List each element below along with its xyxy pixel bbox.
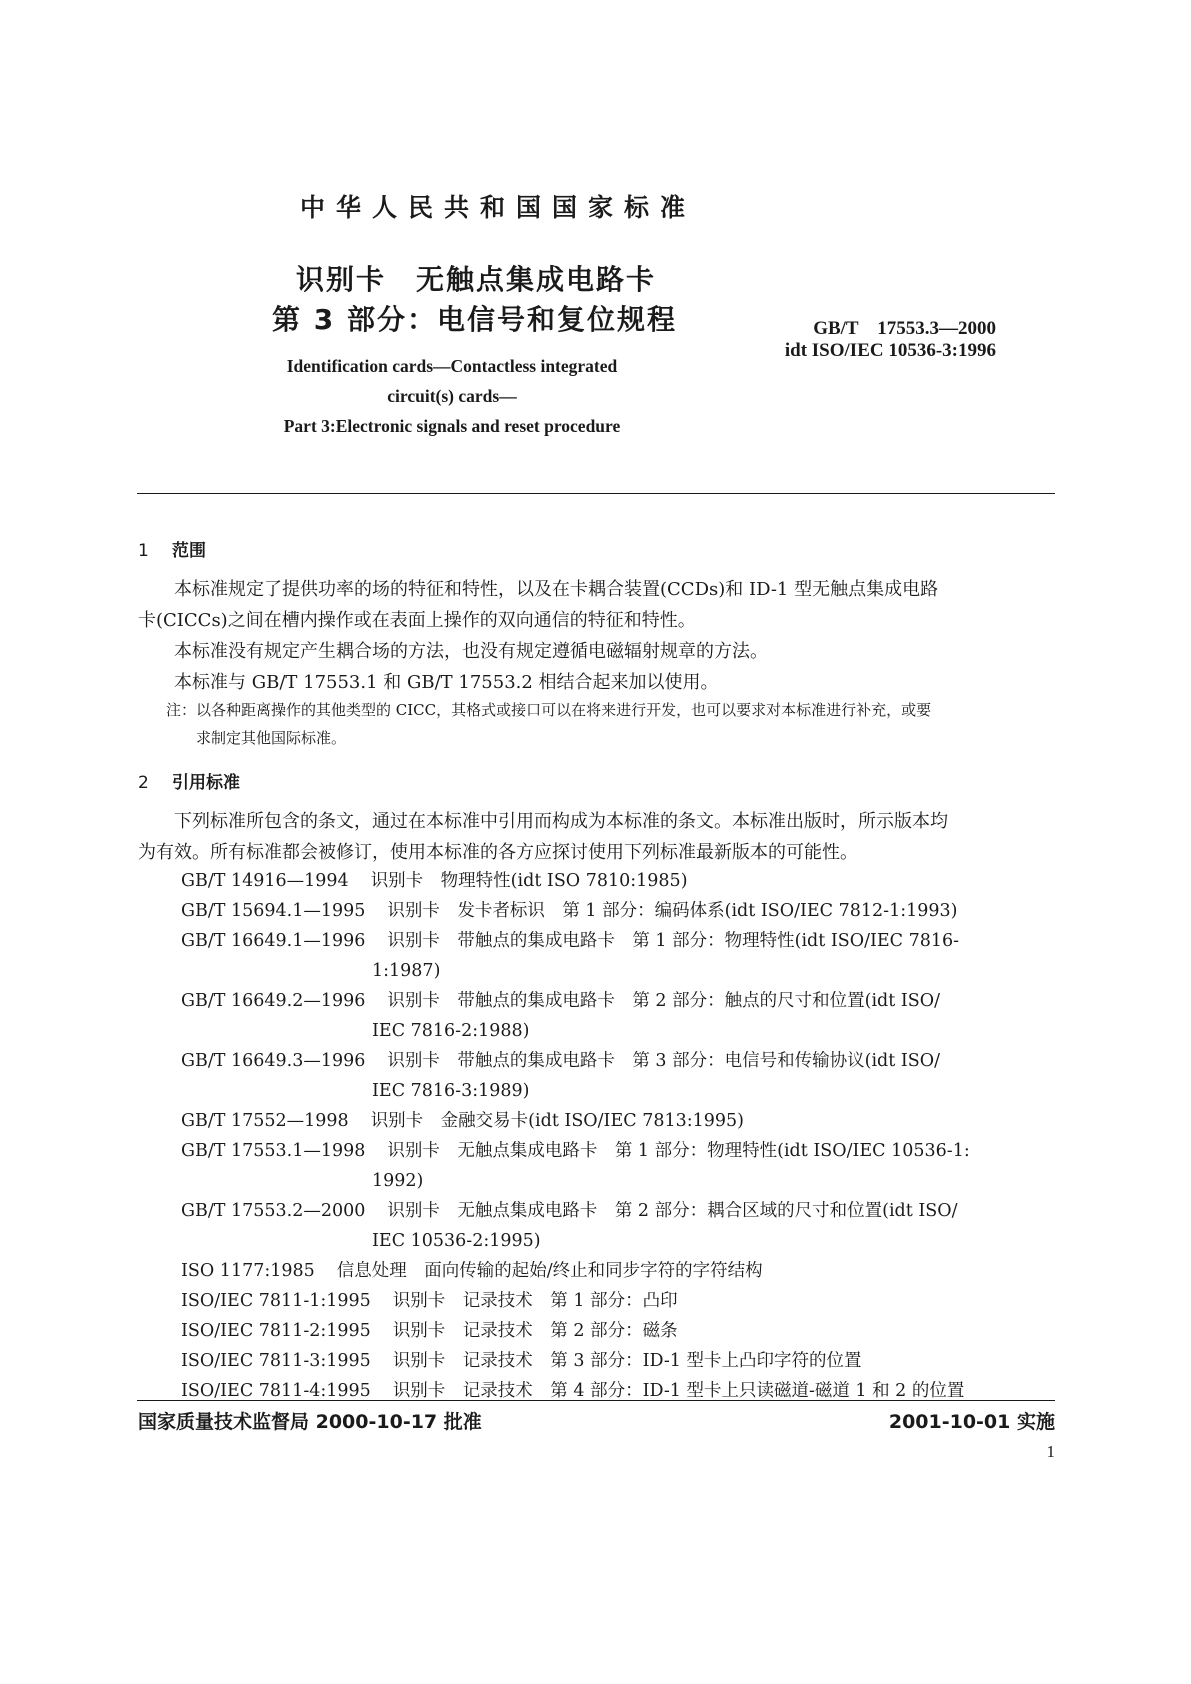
scope-para2: 本标准没有规定产生耦合场的方法，也没有规定遵循电磁辐射规章的方法。 <box>174 641 768 662</box>
reference-item <box>181 1256 763 1287</box>
reference-title: 识别卡 金融交易卡(idt ISO/IEC 7813:1995) <box>370 1111 744 1131</box>
approval-date: 国家质量技术监督局 2000-10-17 批准 <box>138 1411 482 1433</box>
std-idt: idt ISO/IEC 10536-3:1996 <box>784 340 996 361</box>
std-number: GB/T 17553.3—2000 <box>813 318 996 339</box>
reference-title: 识别卡 记录技术 第 3 部分：ID-1 型卡上凸印字符的位置 <box>392 1351 862 1371</box>
reference-code: ISO/IEC 7811-4:1995 <box>181 1381 371 1401</box>
refs-intro-line1: 下列标准所包含的条文，通过在本标准中引用而构成为本标准的条文。本标准出版时，所示版本均 <box>174 811 948 832</box>
reference-title: 识别卡 物理特性(idt ISO 7810:1985) <box>370 871 688 891</box>
reference-title: 识别卡 无触点集成电路卡 第 1 部分：物理特性(idt ISO/IEC 10536-1: <box>387 1141 970 1161</box>
reference-item <box>181 866 688 897</box>
scope-note-line1: 注：以各种距离操作的其他类型的 CICC，其格式或接口可以在将来进行开发，也可以要求对本标准进行补充，或要 <box>166 701 932 719</box>
reference-continuation: IEC 7816-2:1988) <box>372 1021 530 1041</box>
section-1-number: 1 <box>138 541 149 561</box>
reference-item <box>181 1196 958 1227</box>
reference-title: 识别卡 带触点的集成电路卡 第 1 部分：物理特性(idt ISO/IEC 7816- <box>387 931 960 951</box>
scope-para1-line1: 本标准规定了提供功率的场的特征和特性，以及在卡耦合装置(CCDs)和 ID-1 型无触点集成电路 <box>174 579 939 600</box>
title-en-line1: Identification cards—Contactless integrated <box>286 356 618 376</box>
reference-code: ISO/IEC 7811-2:1995 <box>181 1321 371 1341</box>
title-en-line3: Part 3:Electronic signals and reset procedure <box>283 416 621 436</box>
reference-code: GB/T 17553.1—1998 <box>181 1141 366 1161</box>
section-1-heading <box>138 536 206 561</box>
title-zh-line1: 识别卡 无触点集成电路卡 <box>296 263 657 296</box>
reference-code: GB/T 14916—1994 <box>181 871 349 891</box>
reference-continuation: 1:1987) <box>372 961 441 981</box>
refs-intro-line2: 为有效。所有标准都会被修订，使用本标准的各方应探讨使用下列标准最新版本的可能性。 <box>138 842 858 863</box>
reference-title: 识别卡 带触点的集成电路卡 第 2 部分：触点的尺寸和位置(idt ISO/ <box>387 991 940 1011</box>
reference-code: ISO 1177:1985 <box>181 1261 315 1281</box>
reference-title: 信息处理 面向传输的起始/终止和同步字符的字符结构 <box>336 1261 763 1281</box>
reference-title: 识别卡 带触点的集成电路卡 第 3 部分：电信号和传输协议(idt ISO/ <box>387 1051 940 1071</box>
section-2-number: 2 <box>138 773 149 793</box>
title-zh-line2: 第 3 部分：电信号和复位规程 <box>272 303 677 336</box>
page-number: 1 <box>1046 1442 1055 1461</box>
reference-item <box>181 1376 964 1407</box>
reference-item <box>181 1106 744 1137</box>
reference-code: ISO/IEC 7811-1:1995 <box>181 1291 371 1311</box>
scope-note-line2: 求制定其他国际标准。 <box>196 729 347 747</box>
reference-code: GB/T 17552—1998 <box>181 1111 349 1131</box>
reference-item <box>181 1136 970 1167</box>
reference-code: GB/T 16649.2—1996 <box>181 991 366 1011</box>
scope-para3: 本标准与 GB/T 17553.1 和 GB/T 17553.2 相结合起来加以使用。 <box>174 672 719 693</box>
section-1-title: 范围 <box>172 541 206 561</box>
standard-number <box>813 318 996 339</box>
title-en-line2: circuit(s) cards— <box>387 386 517 406</box>
scope-para1-line2: 卡(CICCs)之间在槽内操作或在表面上操作的双向通信的特征和特性。 <box>138 610 696 631</box>
reference-code: GB/T 17553.2—2000 <box>181 1201 366 1221</box>
section-2-title: 引用标准 <box>172 773 240 793</box>
reference-item <box>181 926 959 957</box>
section-2-heading <box>138 768 240 793</box>
reference-item <box>181 986 940 1017</box>
header-rule <box>137 493 1055 494</box>
reference-title: 识别卡 记录技术 第 2 部分：磁条 <box>392 1321 678 1341</box>
reference-continuation: IEC 10536-2:1995) <box>372 1231 541 1251</box>
reference-title: 识别卡 发卡者标识 第 1 部分：编码体系(idt ISO/IEC 7812-1:1993) <box>387 901 958 921</box>
reference-item <box>181 1046 940 1077</box>
reference-item <box>181 896 957 927</box>
reference-continuation: IEC 7816-3:1989) <box>372 1081 530 1101</box>
reference-item <box>181 1346 861 1377</box>
reference-title: 识别卡 无触点集成电路卡 第 2 部分：耦合区域的尺寸和位置(idt ISO/ <box>387 1201 958 1221</box>
reference-code: ISO/IEC 7811-3:1995 <box>181 1351 371 1371</box>
effective-date: 2001-10-01 实施 <box>888 1411 1055 1433</box>
reference-continuation: 1992) <box>372 1171 424 1191</box>
reference-code: GB/T 16649.3—1996 <box>181 1051 366 1071</box>
standard-idt <box>785 340 996 361</box>
reference-title: 识别卡 记录技术 第 1 部分：凸印 <box>392 1291 678 1311</box>
reference-code: GB/T 15694.1—1995 <box>181 901 366 921</box>
reference-code: GB/T 16649.1—1996 <box>181 931 366 951</box>
footer-rule <box>137 1400 1055 1401</box>
national-standard-heading: 中华人民共和国国家标准 <box>300 193 697 222</box>
reference-item <box>181 1286 678 1317</box>
reference-item <box>181 1316 678 1347</box>
reference-title: 识别卡 记录技术 第 4 部分：ID-1 型卡上只读磁道-磁道 1 和 2 的位置 <box>392 1381 965 1401</box>
